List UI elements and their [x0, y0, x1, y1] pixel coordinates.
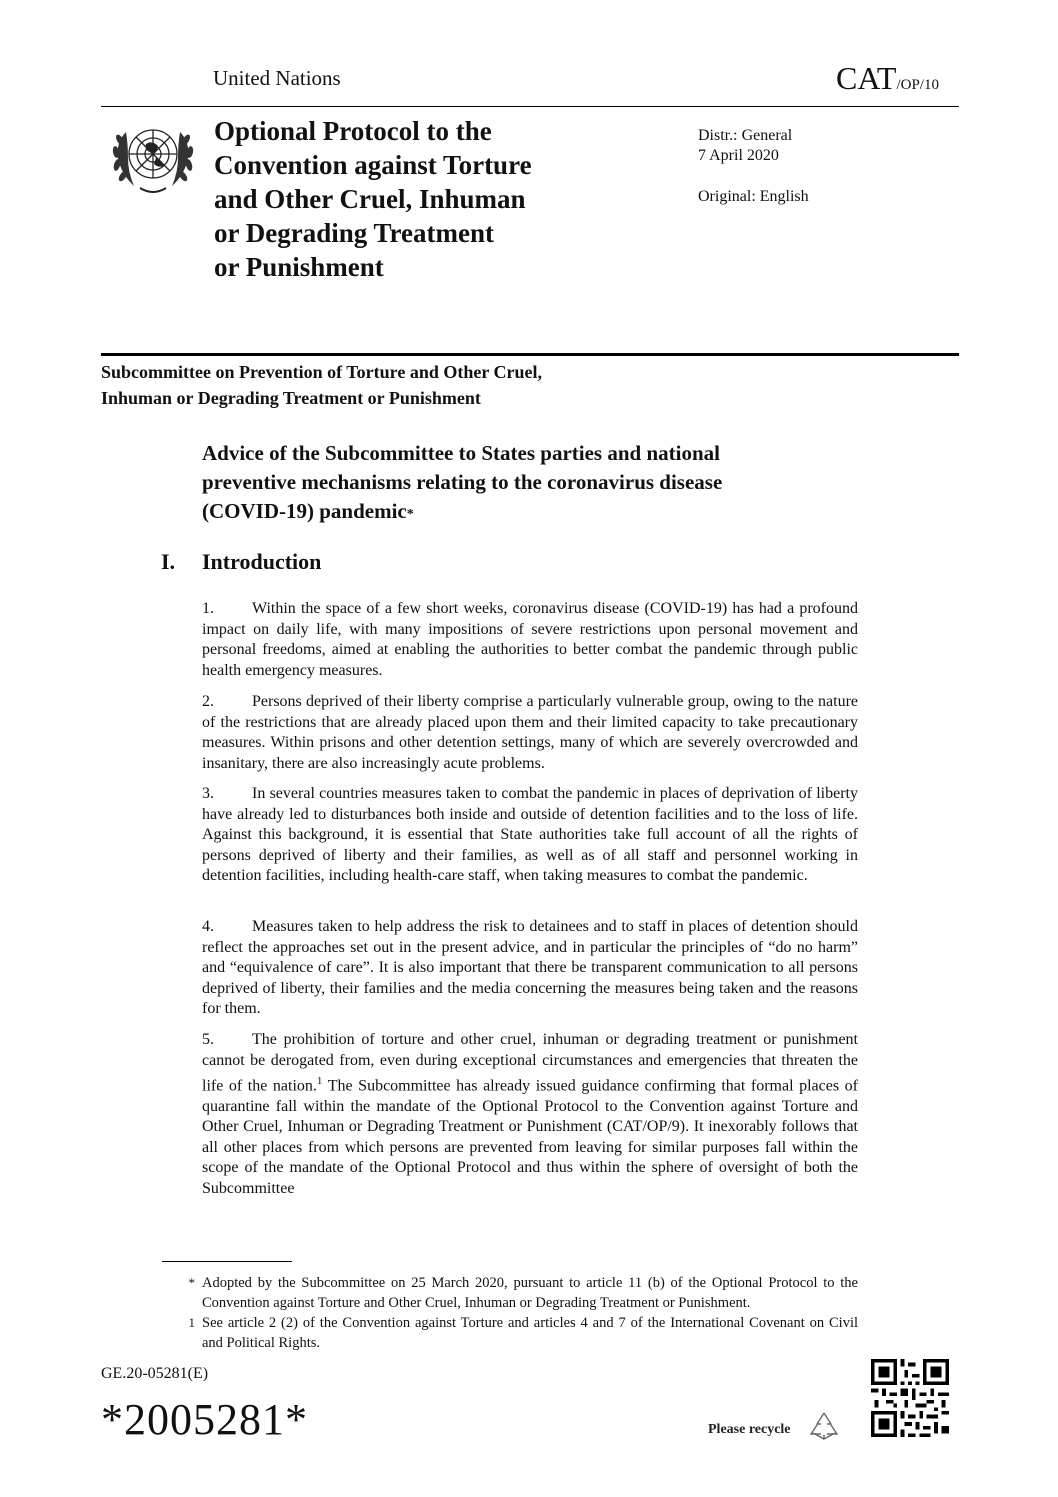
paragraph-number: 3. — [202, 785, 214, 802]
treaty-title-line: and Other Cruel, Inhuman — [214, 184, 526, 214]
footnote — [181, 1313, 858, 1353]
treaty-title — [214, 114, 634, 284]
qr-code-icon — [871, 1359, 949, 1437]
document-title-line: preventive mechanisms relating to the coronavirus disease — [202, 470, 723, 494]
ge-number: GE.20-05281(E) — [101, 1365, 209, 1382]
organization-name: United Nations — [213, 66, 341, 90]
treaty-title-line: Optional Protocol to the — [214, 116, 492, 146]
paragraph-text: Measures taken to help address the risk to detainees and to staff in places of detention should reflect the approaches set out in the present advice, and in particular the principles of “do no harm” and “equivalence of care”. It is also important that there be transparent communication to all persons deprived of liberty, their families and the media concerning the measures being taken and the reasons for them. — [202, 918, 858, 1017]
recycle-label: Please recycle — [708, 1422, 791, 1437]
paragraph-text: The prohibition of torture and other cruel, inhuman or degrading treatment or punishment cannot be derogated from, even during exceptional circumstances and emergencies that threaten the life of the nation. — [202, 1031, 858, 1095]
paragraph-text: Within the space of a few short weeks, coronavirus disease (COVID-19) has had a profound impact on daily life, with many impositions of severe restrictions upon personal movement and personal freedoms, aimed at enabling the authorities to better combat the pandemic through public health emergency measures. — [202, 600, 858, 679]
section-heading — [161, 549, 321, 575]
header-rule — [101, 106, 959, 107]
footnote-separator — [162, 1261, 292, 1262]
footnote-text: See article 2 (2) of the Convention against Torture and articles 4 and 7 of the International Covenant on Civil and Political Rights. — [202, 1315, 858, 1351]
paragraph-text-continued: The Subcommittee has already issued guidance confirming that formal places of quarantine fall within the mandate of the Optional Protocol to the Convention against Torture and Other Cruel, Inhuman or Degrading Treatment or Punishment (CAT/OP/9). It inexorably follows that all other places from which persons are prevented from leaving for similar purposes fall within the scope of the mandate of the Optional Protocol and thus within the sphere of oversight of both the Subcommittee — [202, 1077, 858, 1197]
title-rule — [101, 353, 959, 356]
footnote — [181, 1273, 858, 1313]
subcommittee-heading — [101, 359, 542, 411]
paragraph-1 — [202, 599, 858, 681]
symbol-suffix: /OP/10 — [896, 77, 939, 93]
paragraph-3 — [202, 784, 858, 887]
original-language: Original: English — [698, 188, 809, 205]
paragraph-4 — [202, 917, 858, 1020]
subcommittee-line: Subcommittee on Prevention of Torture and Other Cruel, — [101, 362, 542, 382]
section-title: Introduction — [202, 549, 322, 574]
document-title — [202, 439, 882, 529]
paragraph-number: 4. — [202, 918, 214, 935]
subcommittee-line: Inhuman or Degrading Treatment or Punishment — [101, 388, 481, 408]
un-emblem-icon — [106, 118, 200, 198]
footnote-text: Adopted by the Subcommittee on 25 March 2020, pursuant to article 11 (b) of the Optional Protocol to the Convention against Torture and Other Cruel, Inhuman or Degrading Treatment or Punishment. — [202, 1275, 858, 1311]
document-title-line: Advice of the Subcommittee to States parties and national — [202, 441, 720, 465]
paragraph-number: 5. — [202, 1031, 214, 1048]
footnote-mark: 1 — [188, 1315, 195, 1330]
recycle-icon — [807, 1409, 841, 1443]
paragraph-number: 1. — [202, 600, 214, 617]
paragraph-text: Persons deprived of their liberty comprise a particularly vulnerable group, owing to the nature of the restrictions that are already placed upon them and their limited capacity to take precautionary measures. Within prisons and other detention settings, many of which are severely overcrowded and insanitary, there are also increasingly acute problems. — [202, 693, 858, 772]
footnote-reference[interactable]: 1 — [316, 1075, 323, 1087]
footnote-mark: * — [188, 1275, 195, 1290]
paragraph-5 — [202, 1030, 858, 1199]
treaty-title-line: or Punishment — [214, 252, 384, 282]
title-footnote-mark: * — [406, 507, 414, 522]
document-title-line — [202, 497, 882, 529]
document-title-text: (COVID-19) pandemic — [202, 499, 407, 523]
issue-date: 7 April 2020 — [698, 147, 779, 164]
treaty-title-line: Convention against Torture — [214, 150, 532, 180]
distribution-info — [698, 126, 792, 166]
section-number: I. — [161, 549, 176, 574]
symbol-main: CAT — [836, 60, 897, 96]
paragraph-2 — [202, 692, 858, 774]
paragraph-number: 2. — [202, 693, 214, 710]
distribution-type: Distr.: General — [698, 127, 793, 144]
document-symbol — [836, 60, 939, 97]
treaty-title-line: or Degrading Treatment — [214, 218, 494, 248]
document-barcode: *2005281* — [101, 1395, 308, 1444]
paragraph-text: In several countries measures taken to combat the pandemic in places of deprivation of liberty have already led to disturbances both inside and outside of detention facilities and to the loss of life. Against this background, it is essential that State authorities take full account of all the rights of persons deprived of liberty and their families, as well as of all staff and personnel working in detention facilities, including health-care staff, when taking measures to combat the pandemic. — [202, 785, 858, 884]
